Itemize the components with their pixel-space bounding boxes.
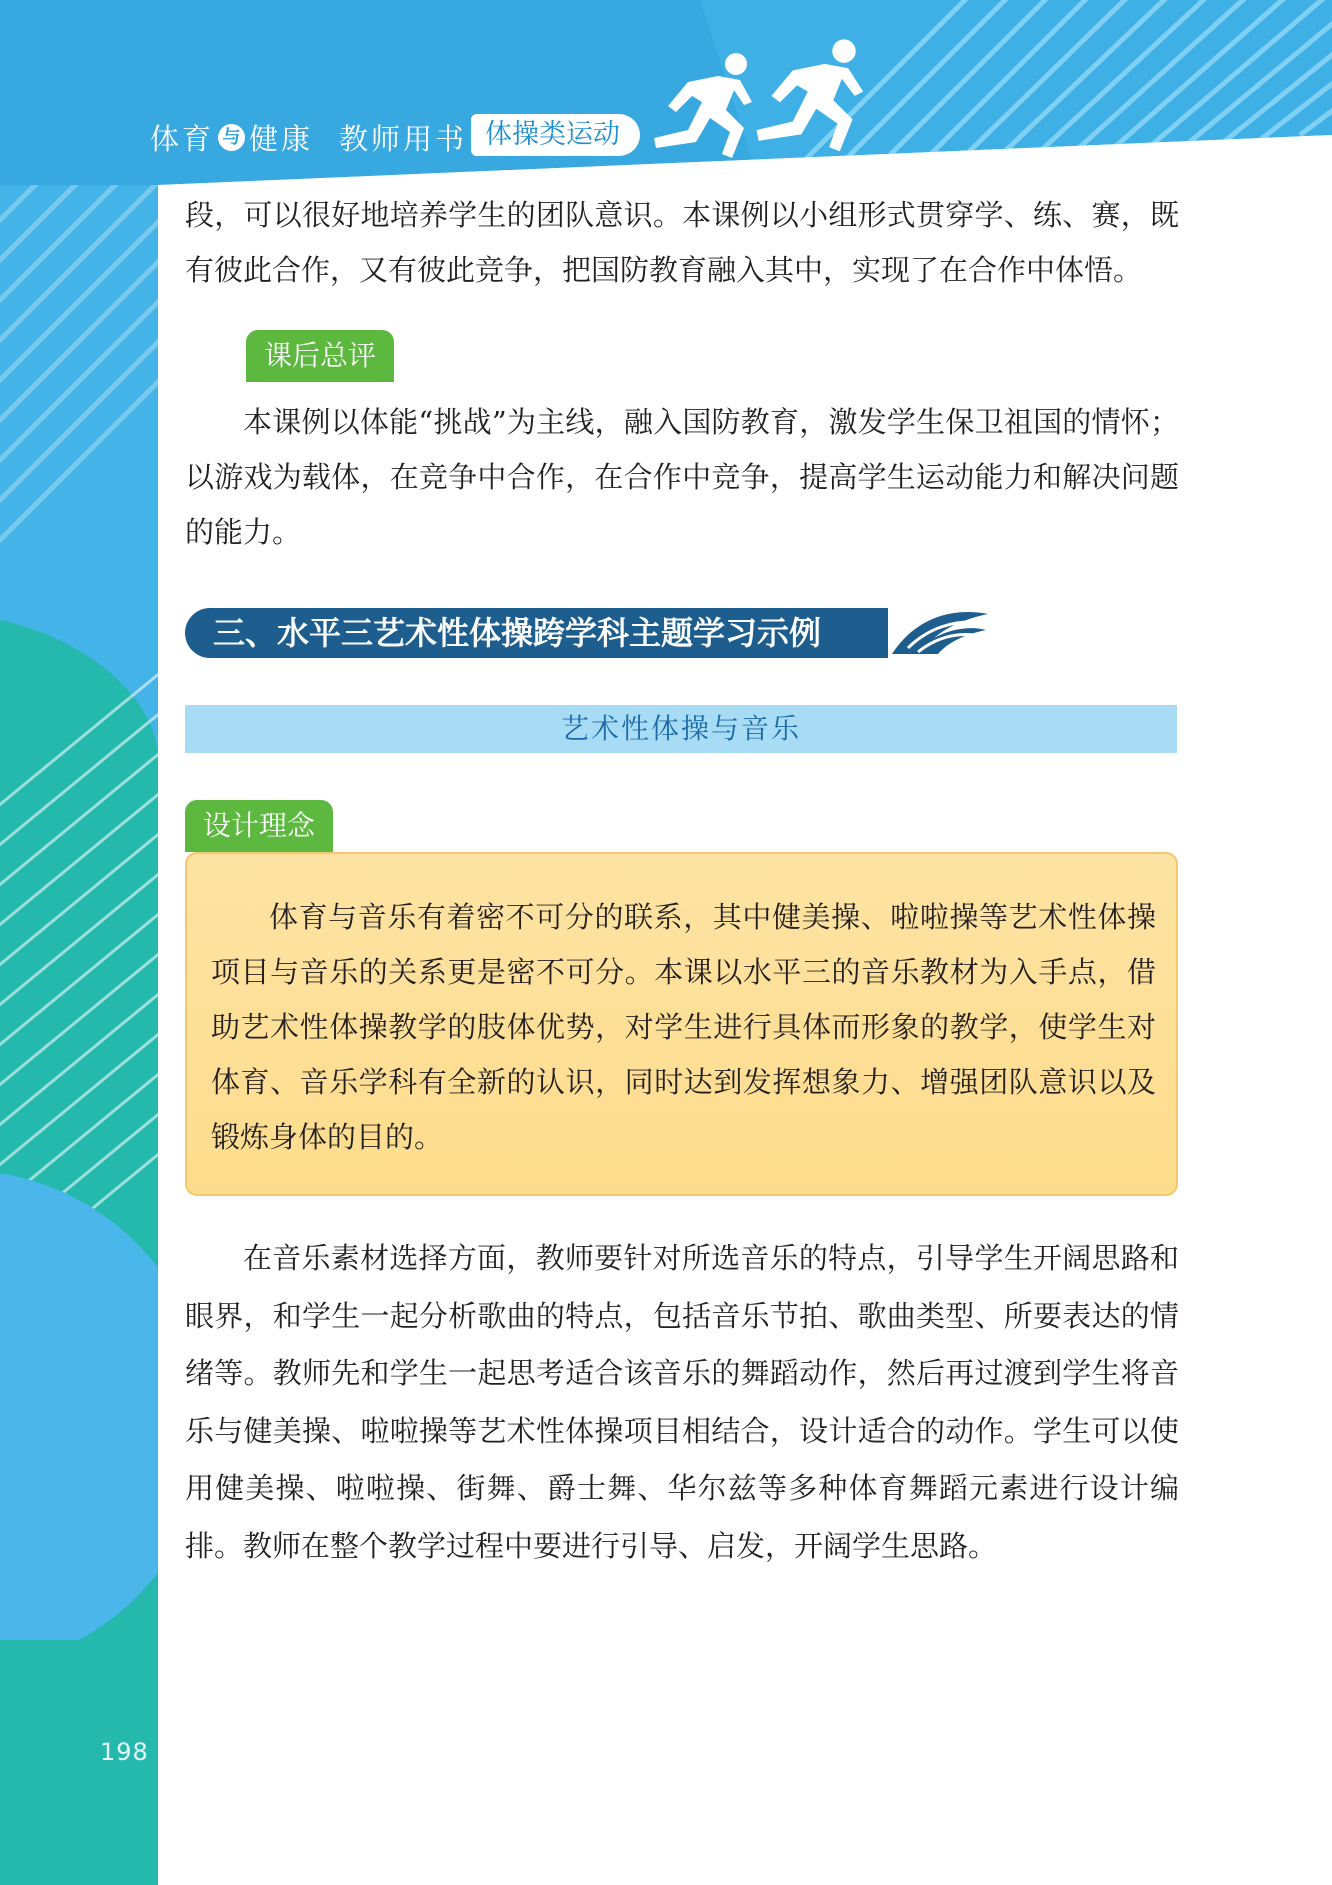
- book-title-part2: 健康: [249, 122, 314, 156]
- concept-box: [185, 852, 1178, 1196]
- book-title: [150, 117, 467, 158]
- intro-paragraph: 段，可以很好地培养学生的团队意识。本课例以小组形式贯穿学、练、赛，既有彼此合作，又有彼此竞争，把国防教育融入其中，实现了在合作中体悟。: [185, 198, 1179, 287]
- final-paragraph: 在音乐素材选择方面，教师要针对所选音乐的特点，引导学生开阔思路和眼界，和学生一起分析歌曲的特点，包括音乐节拍、歌曲类型、所要表达的情绪等。教师先和学生一起思考适合该音乐的舞蹈动作，然后再过渡到学生将音乐与健美操、啦啦操等艺术性体操项目相结合，设计适合的动作。学生可以使用健美操、啦啦操、街舞、爵士舞、华尔兹等多种体育舞蹈元素进行设计编排。教师在整个教学过程中要进行引导、启发，开阔学生思路。: [185, 1241, 1179, 1563]
- book-title-part3: 教师用书: [339, 122, 468, 156]
- runner-icon: [748, 38, 876, 156]
- book-title-connector: 与: [218, 124, 245, 151]
- left-decorative-band: [0, 0, 158, 1885]
- band-pattern: [0, 0, 158, 1885]
- summary-tag: 课后总评: [246, 330, 394, 382]
- section-heading: 三、水平三艺术性体操跨学科主题学习示例: [185, 608, 975, 658]
- topic-title: 艺术性体操与音乐: [185, 705, 1177, 753]
- concept-tag: 设计理念: [185, 800, 333, 852]
- concept-paragraph: 体育与音乐有着密不可分的联系，其中健美操、啦啦操等艺术性体操项目与音乐的关系更是密不可分。本课以水平三的音乐教材为入手点，借助艺术性体操教学的肢体优势，对学生进行具体而形象的教学，使学生对体育、音乐学科有全新的认识，同时达到发挥想象力、增强团队意识以及锻炼身体的目的。: [211, 900, 1156, 1154]
- book-title-part1: 体育: [150, 122, 215, 156]
- summary-paragraph: 本课例以体能“挑战”为主线，融入国防教育，激发学生保卫祖国的情怀；以游戏为载体，在竞争中合作，在合作中竞争，提高学生运动能力和解决问题的能力。: [185, 405, 1179, 549]
- chapter-tag: 体操类运动: [471, 114, 640, 156]
- page-number: 198: [100, 1738, 149, 1766]
- wave-icon: [888, 604, 993, 662]
